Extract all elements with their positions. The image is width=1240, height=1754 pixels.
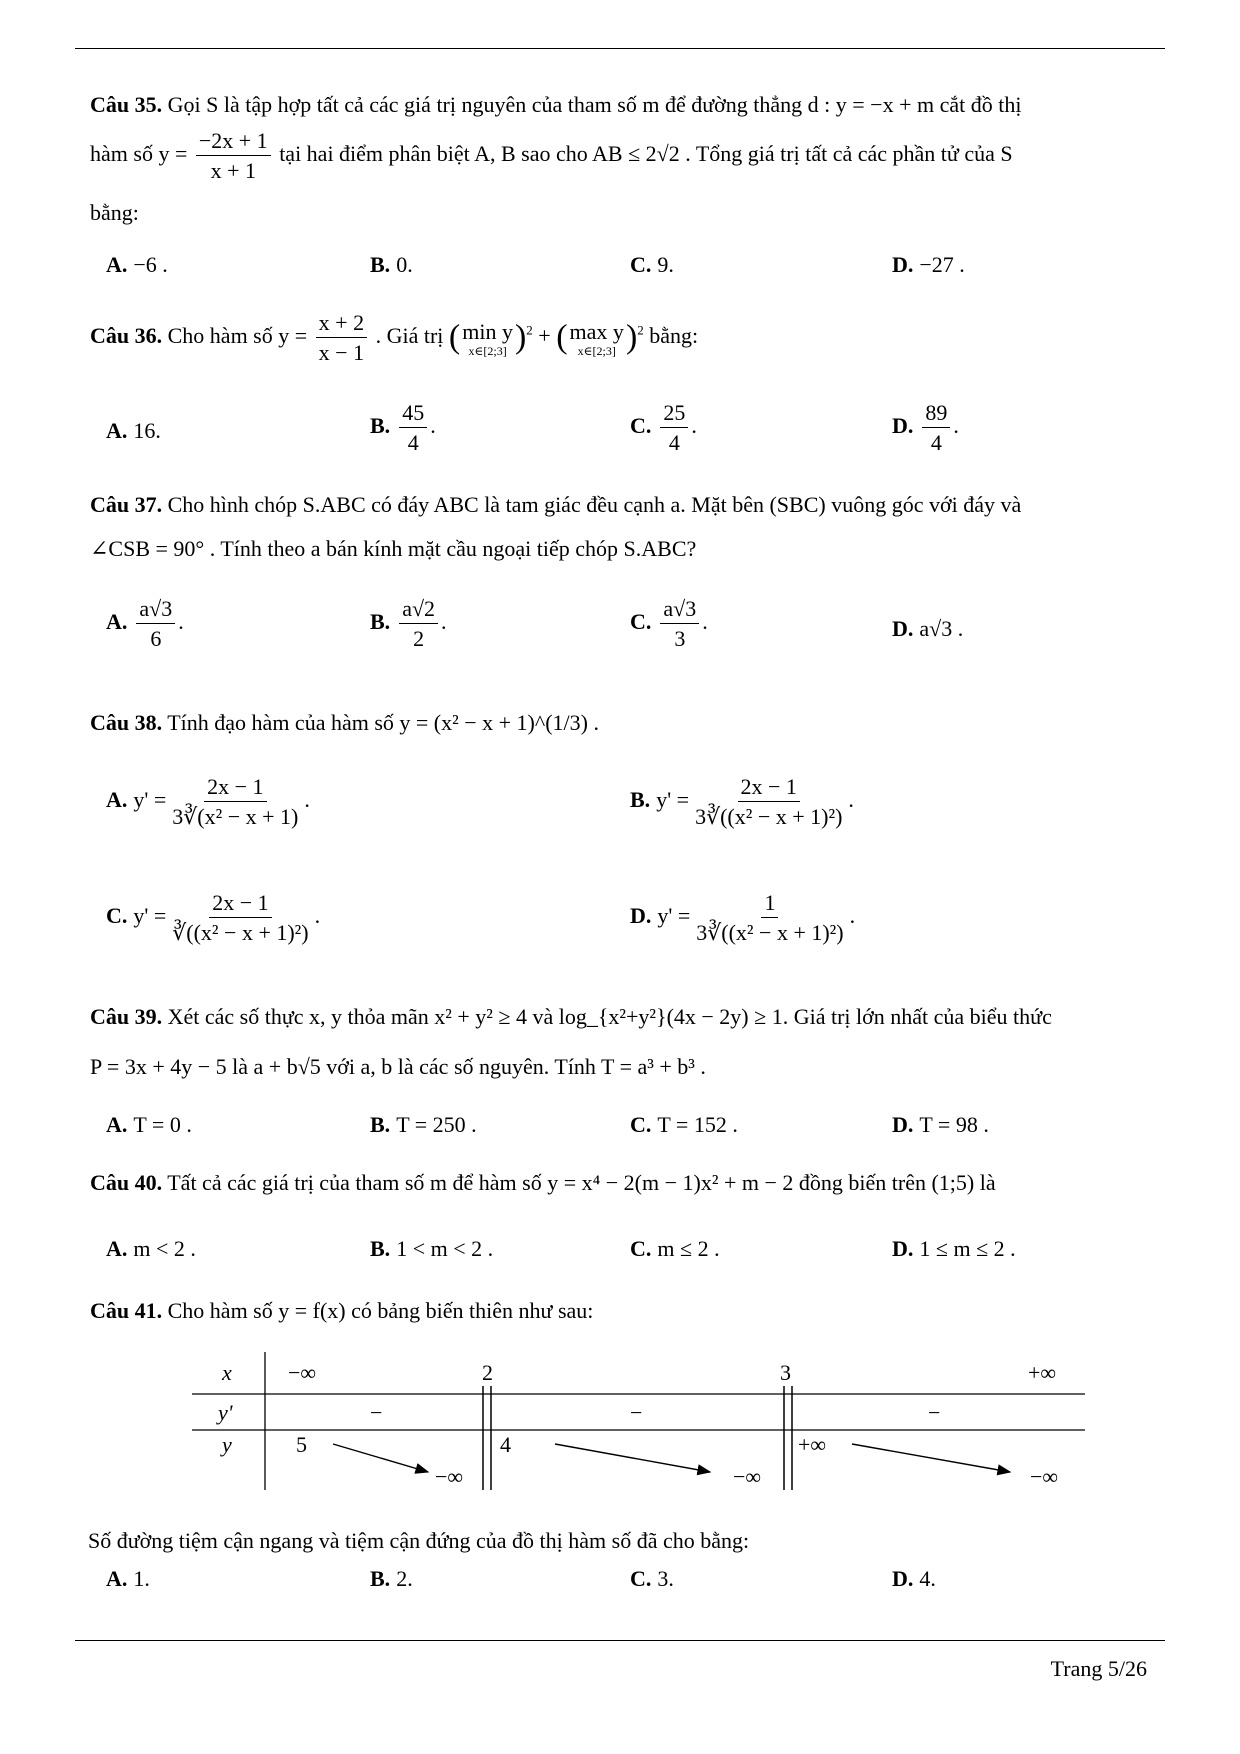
page-number: Trang 5/26 [1050,1656,1147,1681]
option-d[interactable]: D. 1 ≤ m ≤ 2 . [892,1236,1016,1261]
question-37: Câu 37. Cho hình chóp S.ABC có đáy ABC là tam giác đều cạnh a. Mặt bên (SBC) vuông góc với đáy và [90,492,1022,517]
option-b[interactable]: B. y' = $\frac{2x - 1}{\text{3∛((x² − x + 1)²)}}$ . [630,774,854,830]
option-b[interactable]: B. 2. [370,1566,413,1591]
option-c[interactable]: C. y' = $\frac{2x - 1}{\text{∛((x² − x + 1)²)}}$ . [106,890,321,946]
question-label: Câu 35. [90,92,163,117]
option-a[interactable]: A. $\frac{a√3}{6}$ . [106,596,184,652]
sign: − [928,1400,941,1425]
option-c[interactable]: C. 9. [630,252,674,277]
question-40: Câu 40. Tất cả các giá trị của tham số m để hàm số y = x⁴ − 2(m − 1)x² + m − 2 đồng biến trên (1;5) là [90,1170,996,1195]
option-c[interactable]: C. m ≤ 2 . [630,1236,720,1261]
option-d[interactable]: D. −27 . [892,252,965,277]
sign: − [370,1400,383,1425]
option-a[interactable]: A. T = 0 . [106,1112,192,1137]
option-c[interactable]: C. $\frac{25}{4}$ . [630,400,697,456]
row-dy-label: y' [218,1400,233,1425]
variation-table [0,1352,1240,1512]
x-value: −∞ [288,1360,317,1385]
question-35-line3: bằng: [90,200,139,225]
option-a[interactable]: A. m < 2 . [106,1236,196,1261]
option-a[interactable]: A. 16. [106,418,161,443]
question-text: Gọi S là tập hợp tất cả các giá trị nguyên của tham số m để đường thẳng d : y = −x + m cắt đồ thị [167,92,1022,117]
option-d[interactable]: D. $\frac{89}{4}$ . [892,400,959,456]
x-value: 3 [780,1360,791,1385]
y-start-value: 5 [296,1432,307,1457]
top-rule [75,48,1165,49]
min-expression: min y x∈[2;3] [462,318,513,358]
bottom-rule [75,1640,1165,1641]
y-start-value: 4 [500,1432,511,1457]
option-a[interactable]: A. y' = $\frac{2x - 1}{\text{3∛(x² − x + 1)}}$ . [106,774,310,830]
decrease-arrow [852,1444,1010,1472]
y-end-value: −∞ [435,1464,464,1489]
fraction: $\frac{-2x + 1}{x + 1}$ [196,128,271,184]
question-35-line2: hàm số y = $\frac{-2x + 1}{x + 1}$ tại hai điểm phân biệt A, B sao cho AB ≤ 2√2 . Tổng giá trị tất cả các phần tử của S [90,128,1013,184]
sign: − [630,1400,643,1425]
max-expression: max y x∈[2;3] [569,318,624,358]
option-b[interactable]: B. 1 < m < 2 . [370,1236,494,1261]
option-c[interactable]: C. $\frac{a√3}{3}$ . [630,596,708,652]
row-x-label: x [222,1360,232,1385]
decrease-arrow [555,1444,710,1472]
option-d[interactable]: D. a√3 . [892,616,964,641]
x-value: 2 [482,1360,493,1385]
question-41: Câu 41. Cho hàm số y = f(x) có bảng biến thiên như sau: [90,1298,594,1323]
question-39-line2: P = 3x + 4y − 5 là a + b√5 với a, b là các số nguyên. Tính T = a³ + b³ . [90,1054,706,1079]
option-a[interactable]: A. 1. [106,1566,150,1591]
option-d[interactable]: D. y' = $\frac{1}{\text{3∛((x² − x + 1)²)}}$ . [630,890,856,946]
question-39: Câu 39. Xét các số thực x, y thỏa mãn x² + y² ≥ 4 và log_{x²+y²}(4x − 2y) ≥ 1. Giá trị lớn nhất của biểu thức [90,1004,1052,1029]
option-b[interactable]: B. 0. [370,252,413,277]
row-y-label: y [222,1432,232,1457]
fraction: $\frac{x + 2}{x - 1}$ [316,310,367,366]
question-38: Câu 38. Tính đạo hàm của hàm số y = (x² − x + 1)^(1/3) . [90,710,599,735]
question-36: Câu 36. Cho hàm số y = $\frac{x + 2}{x - 1}$ . Giá trị ( min y x∈[2;3] )$^2$ + ( max y x∈[2;3] )$^2$ bằng: [90,310,699,366]
x-value: +∞ [1028,1360,1057,1385]
option-b[interactable]: B. $\frac{a√2}{2}$ . [370,596,447,652]
option-b[interactable]: B. T = 250 . [370,1112,477,1137]
question-37-line2: ∠CSB = 90° . Tính theo a bán kính mặt cầu ngoại tiếp chóp S.ABC? [90,536,697,561]
decrease-arrow [333,1444,428,1472]
option-d[interactable]: D. 4. [892,1566,936,1591]
y-start-value: +∞ [798,1432,827,1457]
y-end-value: −∞ [733,1464,762,1489]
option-a[interactable]: A. −6 . [106,252,168,277]
option-c[interactable]: C. 3. [630,1566,674,1591]
option-d[interactable]: D. T = 98 . [892,1112,989,1137]
option-c[interactable]: C. T = 152 . [630,1112,738,1137]
y-end-value: −∞ [1030,1464,1059,1489]
option-b[interactable]: B. $\frac{45}{4}$ . [370,400,436,456]
question-35 [90,92,1165,118]
question-41-prompt: Số đường tiệm cận ngang và tiệm cận đứng của đồ thị hàm số đã cho bằng: [88,1528,750,1553]
